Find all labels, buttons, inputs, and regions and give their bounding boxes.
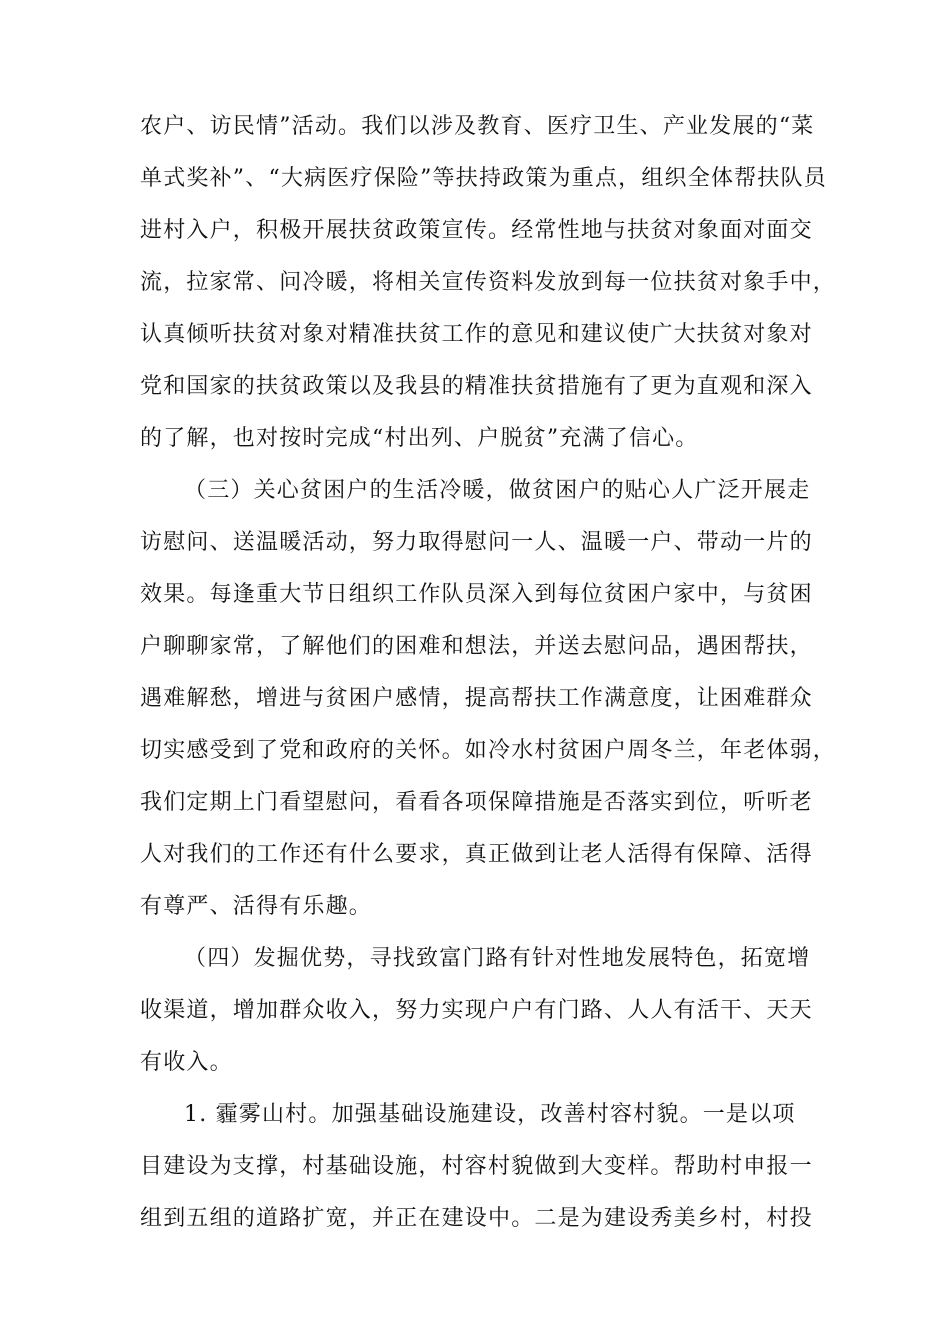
- text-line: 切实感受到了党和政府的关怀。如冷水村贫困户周冬兰，年老体弱，: [140, 738, 837, 763]
- text-line: 遇难解愁，增进与贫困户感情，提高帮扶工作满意度，让困难群众: [140, 686, 813, 711]
- text-line: 的了解，也对按时完成“村出列、户脱贫”充满了信心。: [140, 426, 699, 451]
- text-line: 人对我们的工作还有什么要求，真正做到让老人活得有保障、活得: [140, 842, 813, 867]
- text-line: 组到五组的道路扩宽，并正在建设中。二是为建设秀美乡村，村投: [140, 1206, 813, 1231]
- text-line: 访慰问、送温暖活动，努力取得慰问一人、温暖一户、带动一片的: [140, 530, 813, 555]
- text-line: 户聊聊家常，了解他们的困难和想法，并送去慰问品，遇困帮扶，: [140, 634, 813, 659]
- numbered-item-1: 1. 霾雾山村。加强基础设施建设，改善村容村貌。一是以项: [184, 1102, 796, 1127]
- text-line: 流，拉家常、问冷暖，将相关宣传资料发放到每一位扶贫对象手中，: [140, 270, 837, 295]
- text-line: 目建设为支撑，村基础设施，村容村貌做到大变样。帮助村申报一: [140, 1154, 813, 1179]
- text-line: 党和国家的扶贫政策以及我县的精准扶贫措施有了更为直观和深入: [140, 374, 813, 399]
- text-line: 农户、访民情”活动。我们以涉及教育、医疗卫生、产业发展的“菜: [140, 114, 815, 139]
- text-line: 我们定期上门看望慰问，看看各项保障措施是否落实到位，听听老: [140, 790, 813, 815]
- text-line: 效果。每逢重大节日组织工作队员深入到每位贫困户家中，与贫困: [140, 582, 813, 607]
- paragraph-heading-3: （三）关心贫困户的生活冷暖，做贫困户的贴心人广泛开展走: [184, 478, 811, 503]
- text-line: 有收入。: [140, 1050, 233, 1075]
- paragraph-heading-4: （四）发掘优势，寻找致富门路有针对性地发展特色，拓宽增: [184, 946, 811, 971]
- text-line: 收渠道，增加群众收入，努力实现户户有门路、人人有活干、天天: [140, 998, 813, 1023]
- text-line: 进村入户，积极开展扶贫政策宣传。经常性地与扶贫对象面对面交: [140, 218, 813, 243]
- text-line: 认真倾听扶贫对象对精准扶贫工作的意见和建议使广大扶贫对象对: [140, 322, 813, 347]
- text-line: 有尊严、活得有乐趣。: [140, 894, 373, 919]
- text-line: 单式奖补”、“大病医疗保险”等扶持政策为重点，组织全体帮扶队员: [140, 166, 827, 191]
